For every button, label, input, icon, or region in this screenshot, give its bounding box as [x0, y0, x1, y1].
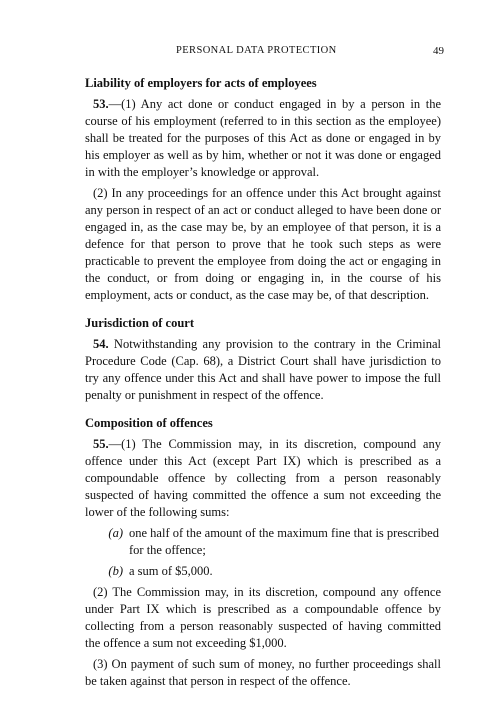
section-55-item-a	[85, 525, 441, 559]
page-number: 49	[433, 45, 444, 57]
section-55-number: 55.	[93, 437, 109, 451]
section-53-subsection-2: (2) In any proceedings for an offence under this Act brought against any person in respect of an act or conduct alleged to have been done or engaged in, as the case may be, by an employee of that person, it is a defence for that person to prove that he took such steps as were practicable to prevent the employee from doing the act or engaging in the conduct, or from doing or engaging in, in the course of his employment, acts or conduct, as the case may be, of that description.	[85, 186, 441, 302]
item-b-text: a sum of $5,000.	[129, 564, 213, 578]
section-54-paragraph	[85, 336, 441, 404]
running-title: PERSONAL DATA PROTECTION	[176, 45, 337, 56]
section-53-heading: Liability of employers for acts of employees	[85, 76, 317, 90]
section-55-subsection-1	[85, 436, 441, 521]
section-55-subsection-2: (2) The Commission may, in its discretion, compound any offence under Part IX which is prescribed as a compoundable offence by collecting from a person reasonably suspected of having committed the offence a sum not exceeding $1,000.	[85, 585, 441, 650]
item-b-label: (b)	[108, 564, 123, 578]
section-55-text-1: —(1) The Commission may, in its discretion, compound any offence under this Act (except Part IX) which is prescribed as a compoundable offence by collecting from a person reasonably suspected of having committed the offence a sum not exceeding the lower of the following sums:	[85, 437, 441, 519]
section-54-number: 54.	[93, 337, 109, 351]
section-55-heading: Composition of offences	[85, 416, 213, 430]
page-header	[85, 45, 444, 61]
item-a-text: one half of the amount of the maximum fine that is prescribed for the offence;	[129, 526, 439, 557]
section-53-subsection-1	[85, 96, 441, 181]
section-55-item-b	[85, 563, 441, 580]
section-53-text-1: —(1) Any act done or conduct engaged in by a person in the course of his employment (referred to in this section as the employee) shall be treated for the purposes of this Act as done or engaged in by his employer as well as by him, whether or not it was done or engaged in with the employer’s knowledge or approval.	[85, 97, 441, 179]
page-content	[85, 75, 441, 694]
section-54-text: Notwithstanding any provision to the contrary in the Criminal Procedure Code (Cap. 68), a District Court shall have jurisdiction to try any offence under this Act and shall have power to impose the full penalty or punishment in respect of the offence.	[85, 337, 441, 402]
item-a-label: (a)	[108, 526, 123, 540]
section-54-heading: Jurisdiction of court	[85, 316, 195, 330]
section-53-number: 53.	[93, 97, 109, 111]
section-55-subsection-3: (3) On payment of such sum of money, no further proceedings shall be taken against that person in respect of the offence.	[85, 657, 441, 688]
